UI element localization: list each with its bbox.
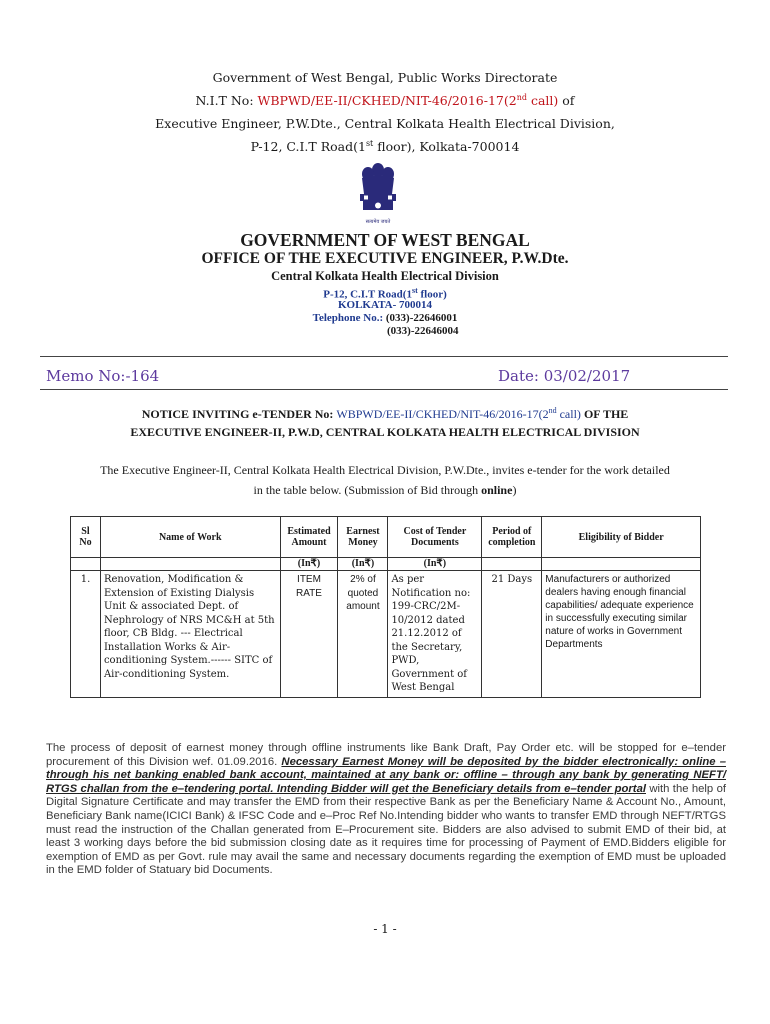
emd-paragraph: The process of deposit of earnest money through offline instruments like Bank Draft, Pay Order etc. will be stopped for e–tender procurement of this Division wef. 01.09.2016. Necessary Earnest Money will be deposited by the bidder electronically: online – through his net banking enabled bank account, maintained at any bank or: offline – through any bank by generating NEFT/ RTGS challan from the e–tendering portal. Intending Bidder will get the Beneficiary details from e–tender portal with the help of Digital Signature Certificate and may transfer the EMD from their respective Bank as per the Beneficiary Name & Account No., Amount, Beneficiary Bank name(ICICI Bank) & IFSC Code and e–Proc Ref No.Intending bidder who wants to transfer EMD through NEFT/RTGS must read the instruction of the Challan generated from E–Procurement site. Bidders are also advised to submit EMD of their bid, at least 3 working days before the bid submission closing date as it requires time for processing of Payment of EMD.Bidders eligible for exemption of EMD as per Govt. rule may avail the same and necessary documents regarding the exemption of EMD must be uploaded in the EMD folder of Statuary bid Documents. <box>46 742 726 877</box>
nit-prefix: N.I.T No: <box>195 93 258 109</box>
cell-cost: As per Notification no: 199-CRC/2M-10/2012 dated 21.12.2012 of the Secretary, PWD, Government of West Bengal <box>388 571 482 698</box>
header-nit-line <box>0 93 770 108</box>
header-eligibility: Eligibility of Bidder <box>542 517 701 558</box>
header-cost-of-tender: Cost of Tender Documents <box>388 517 482 558</box>
header-line-directorate: Government of West Bengal, Public Works Directorate <box>212 70 558 85</box>
cell-name-of-work: Renovation, Modification & Extension of Existing Dialysis Unit & associated Dept. of Nephrology of NRS MC&H at 5th floor, CB Bldg. --- Electrical Installation Works & Air-conditioning System.------ SITC of Air-conditioning System. <box>100 571 280 698</box>
memo-date: Date: 03/02/2017 <box>498 367 631 385</box>
divider-top <box>40 356 728 357</box>
office-title-government: GOVERNMENT OF WEST BENGAL <box>240 230 530 250</box>
table-row <box>71 571 701 698</box>
header-sl-no: Sl No <box>71 517 101 558</box>
office-address-road: P-12, C.I.T Road(1st floor) <box>323 286 447 301</box>
office-title-division: Central Kolkata Health Electrical Division <box>271 269 499 283</box>
header-estimated-amount: Estimated Amount <box>280 517 338 558</box>
unit-earnest: (In₹) <box>338 558 388 571</box>
notice-heading: NOTICE INVITING e-TENDER No: WBPWD/EE-II/CKHED/NIT-46/2016-17(2nd call) OF THE EXECUTIVE ENGINEER-II, P.W.D, CENTRAL KOLKATA HEALTH ELECTRICAL DIVISION <box>130 406 640 439</box>
cell-sl: 1. <box>71 571 101 698</box>
office-title-executive-engineer: OFFICE OF THE EXECUTIVE ENGINEER, P.W.Dte. <box>201 250 569 267</box>
unit-estimated: (In₹) <box>280 558 338 571</box>
intro-text: The Executive Engineer-II, Central Kolkata Health Electrical Division, P.W.Dte., invites e-tender for the work detailed in the table below. (Submission of Bid through online) <box>100 463 670 497</box>
office-address-city: KOLKATA- 700014 <box>337 299 432 311</box>
header-address-line: P-12, C.I.T Road(1st floor), Kolkata-700014 <box>250 139 520 155</box>
header-office-line: Executive Engineer, P.W.Dte., Central Kolkata Health Electrical Division, <box>155 116 615 131</box>
office-telephone: Telephone No.: (033)-22646001 <box>312 312 458 324</box>
nit-number: WBPWD/EE-II/CKHED/NIT-46/2016-17(2nd call) <box>257 93 559 109</box>
office-telephone-2: (033)-22646004 <box>387 325 459 337</box>
table-header-row <box>71 517 701 558</box>
emblem-motto: सत्यमेव जयते <box>365 219 391 225</box>
cell-earnest: 2% of quoted amount <box>338 571 388 698</box>
state-emblem-icon <box>350 160 406 222</box>
divider-bottom <box>40 389 728 390</box>
table-unit-row <box>71 558 701 571</box>
cell-eligibility: Manufacturers or authorized dealers having enough financial capabilities/ adequate experience in successfully executing similar nature of works in Government Departments <box>542 571 701 698</box>
header-earnest-money: Earnest Money <box>338 517 388 558</box>
memo-number: Memo No:-164 <box>46 367 160 385</box>
header-period: Period of completion <box>482 517 542 558</box>
header-name-of-work: Name of Work <box>100 517 280 558</box>
page-number: - 1 - <box>373 922 397 936</box>
nit-suffix: of <box>558 93 575 109</box>
cell-estimated: ITEM RATE <box>280 571 338 698</box>
unit-cost: (In₹) <box>388 558 482 571</box>
cell-period: 21 Days <box>482 571 542 698</box>
tender-work-table <box>70 516 701 698</box>
